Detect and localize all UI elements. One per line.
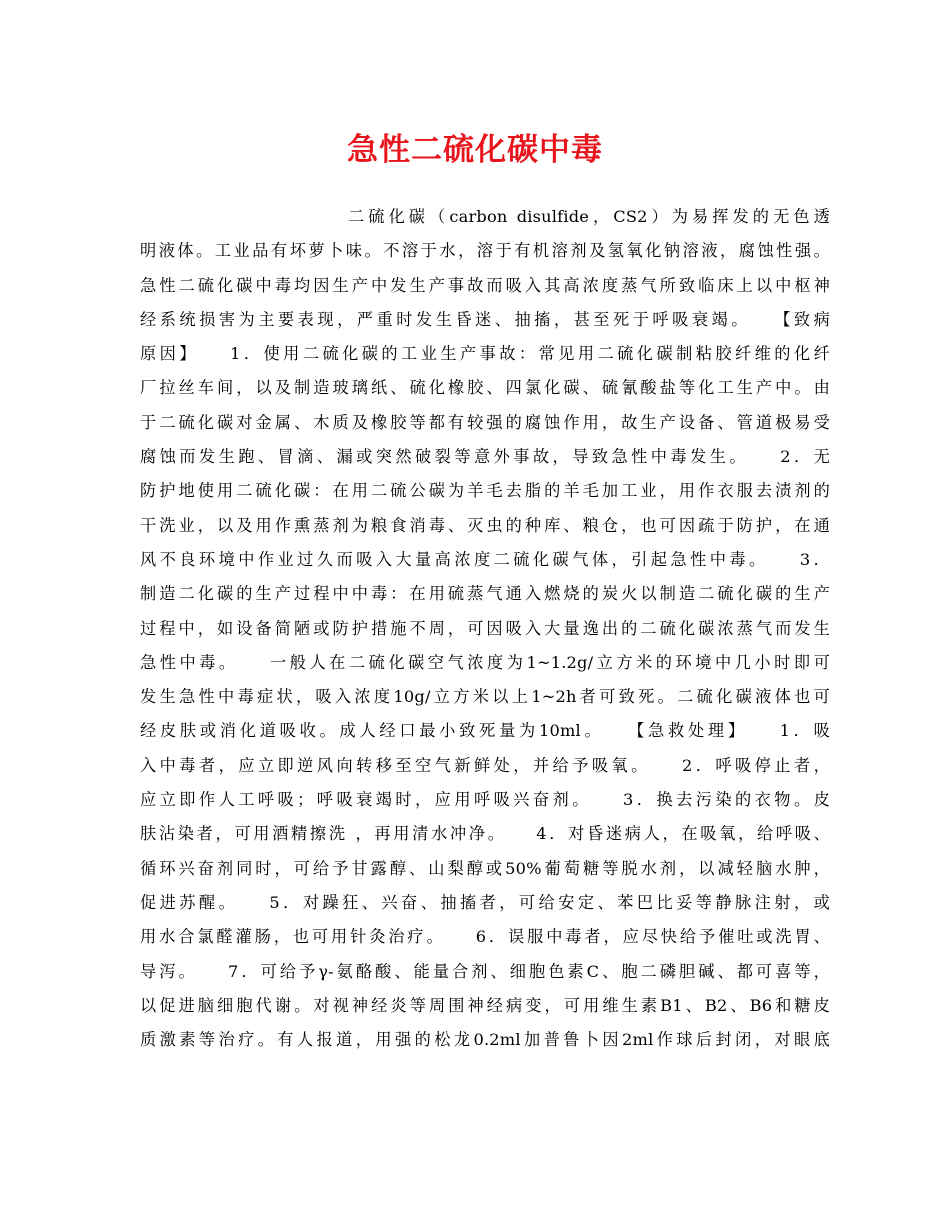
document-body [140, 200, 830, 1057]
body-line: 入中毒者，应立即逆风向转移至空气新鲜处，并给予吸氧。 2．呼吸停止者， [140, 755, 830, 775]
body-line: 制造二化碳的生产过程中中毒：在用硫蒸气通入燃烧的炭火以制造二硫化碳的生产 [140, 584, 830, 604]
body-line: 明液体。工业品有坏萝卜味。不溶于水，溶于有机溶剂及氢氧化钠溶液，腐蚀性强。 [140, 241, 830, 261]
document-title: 急性二硫化碳中毒 [347, 132, 603, 168]
body-line: 质激素等治疗。有人报道，用强的松龙0.2ml加普鲁卜因2ml作球后封闭，对眼底 [140, 1030, 830, 1050]
body-line: 应立即作人工呼吸；呼吸衰竭时，应用呼吸兴奋剂。 3．换去污染的衣物。皮 [140, 790, 830, 810]
body-line: 经系统损害为主要表现，严重时发生昏迷、抽搐，甚至死于呼吸衰竭。 【致病 [140, 309, 830, 329]
body-line: 厂拉丝车间，以及制造玻璃纸、硫化橡胶、四氯化碳、硫氰酸盐等化工生产中。由 [140, 378, 830, 398]
body-line: 循环兴奋剂同时，可给予甘露醇、山梨醇或50%葡萄糖等脱水剂，以减轻脑水肿， [140, 858, 830, 878]
body-line: 肤沾染者，可用酒精擦洗 ，再用清水冲净。 4．对昏迷病人，在吸氧，给呼吸、 [140, 824, 830, 844]
body-line: 用水合氯醛灌肠，也可用针灸治疗。 6．误服中毒者，应尽快给予催吐或洗胃、 [140, 927, 830, 947]
body-line: 以促进脑细胞代谢。对视神经炎等周围神经病变，可用维生素B1、B2、B6和糖皮 [140, 995, 830, 1015]
body-line: 导泻。 7．可给予γ-氨酪酸、能量合剂、细胞色素C、胞二磷胆碱、都可喜等， [140, 961, 830, 981]
body-line: 防护地使用二硫化碳：在用二硫公碳为羊毛去脂的羊毛加工业，用作衣服去渍剂的 [140, 481, 830, 501]
body-line: 干洗业，以及用作熏蒸剂为粮食消毒、灭虫的种库、粮仓，也可因疏于防护，在通 [140, 515, 830, 535]
body-line: 促进苏醒。 5．对躁狂、兴奋、抽搐者，可给安定、苯巴比妥等静脉注射，或 [140, 892, 830, 912]
body-line: 原因】 1．使用二硫化碳的工业生产事故：常见用二硫化碳制粘胶纤维的化纤 [140, 344, 830, 364]
body-line: 经皮肤或消化道吸收。成人经口最小致死量为10ml。 【急救处理】 1．吸 [140, 721, 830, 741]
body-line: 发生急性中毒症状，吸入浓度10g/立方米以上1~2h者可致死。二硫化碳液体也可 [140, 687, 830, 707]
body-line: 风不良环境中作业过久而吸入大量高浓度二硫化碳气体，引起急性中毒。 3． [140, 549, 830, 569]
body-line: 二硫化碳（carbon disulfide，CS2）为易挥发的无色透 [348, 207, 830, 226]
body-line: 急性中毒。 一般人在二硫化碳空气浓度为1~1.2g/立方米的环境中几小时即可 [140, 652, 830, 672]
body-line: 于二硫化碳对金属、木质及橡胶等都有较强的腐蚀作用，故生产设备、管道极易受 [140, 412, 830, 432]
body-line: 过程中，如设备简陋或防护措施不周，可因吸入大量逸出的二硫化碳浓蒸气而发生 [140, 618, 830, 638]
body-line: 急性二硫化碳中毒均因生产中发生产事故而吸入其高浓度蒸气所致临床上以中枢神 [140, 275, 830, 295]
body-line: 腐蚀而发生跑、冒滴、漏或突然破裂等意外事故，导致急性中毒发生。 2．无 [140, 447, 830, 467]
